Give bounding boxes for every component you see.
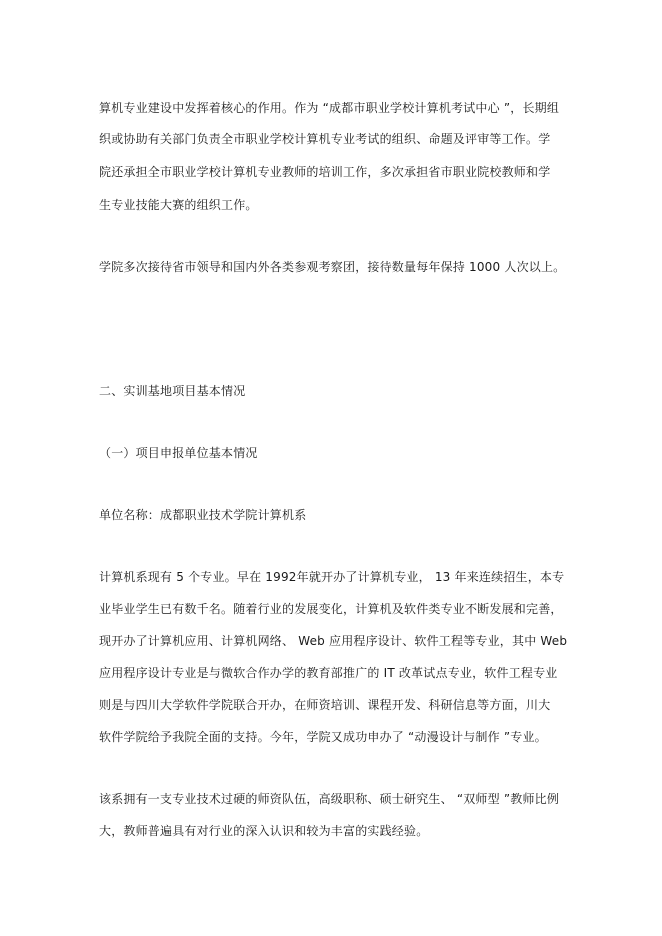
paragraph-line: 应用程序设计专业是与微软合作办学的教育部推广的 IT 改革试点专业，软件工程专业 [99,666,558,680]
unit-name: 单位名称：成都职业技术学院计算机系 [99,508,307,522]
section-heading: 二、实训基地项目基本情况 [99,384,246,398]
paragraph-line: 织或协助有关部门负责全市职业学校计算机专业考试的组织、命题及评审等工作。学 [99,132,551,146]
paragraph-line: 生专业技能大赛的组织工作。 [99,198,258,212]
paragraph-line: 院还承担全市职业学校计算机专业教师的培训工作，多次承担省市职业院校教师和学 [99,165,551,179]
paragraph-line: 现开办了计算机应用、计算机网络、 Web 应用程序设计、软件工程等专业，其中 Web [99,634,568,648]
paragraph-line: 算机专业建设中发挥着核心的作用。作为 “成都市职业学校计算机考试中心 ”，长期组 [99,101,560,115]
paragraph-line: 计算机系现有 5 个专业。早在 1992年就开办了计算机专业， 13 年来连续招生，本专 [99,570,565,584]
paragraph-line: 该系拥有一支专业技术过硬的师资队伍，高级职称、硕士研究生、 “双师型 ”教师比例 [99,792,560,806]
paragraph-line: 大，教师普遍具有对行业的深入认识和较为丰富的实践经验。 [99,824,429,838]
subsection-heading: （一）项目申报单位基本情况 [99,446,258,460]
paragraph-line: 软件学院给予我院全面的支持。今年，学院又成功申办了 “动漫设计与制作 ”专业。 [99,730,547,744]
paragraph-line: 学院多次接待省市领导和国内外各类参观考察团，接待数量每年保持 1000 人次以上。 [99,260,566,274]
paragraph-line: 则是与四川大学软件学院联合开办，在师资培训、课程开发、科研信息等方面，川大 [99,698,551,712]
paragraph-line: 业毕业学生已有数千名。随着行业的发展变化，计算机及软件类专业不断发展和完善， [99,602,563,616]
